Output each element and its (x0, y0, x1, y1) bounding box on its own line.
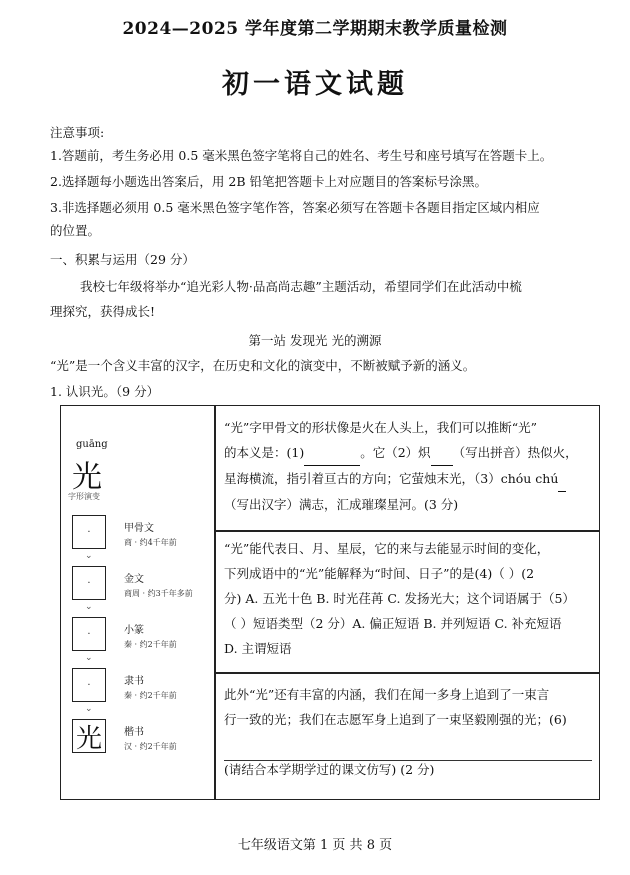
script-name: 甲骨文 (124, 523, 154, 534)
oracle-glyph-image: · (72, 515, 106, 549)
table-row-divider (214, 672, 600, 674)
script-date: 汉 · 约2千年前 (124, 742, 177, 751)
cell-line: D. 主谓短语 (224, 641, 292, 656)
answer-line[interactable] (224, 760, 592, 761)
answer-blank-2[interactable] (431, 440, 453, 466)
evolution-caption: 字形演变 (68, 492, 100, 501)
chevron-down-icon: ⌄ (85, 602, 93, 612)
cell-text: 的本义是：(1) (224, 445, 305, 460)
chevron-down-icon: ⌄ (85, 551, 93, 561)
script-date: 秦 · 约2千年前 (124, 691, 177, 700)
chevron-down-icon: ⌄ (85, 653, 93, 663)
question-cell-1 (224, 415, 594, 517)
seal-glyph-image: · (72, 617, 106, 651)
activity-intro: 我校七年级将举办“追光彩人物·品高尚志趣”主题活动，希望同学们在此活动中梳 (80, 279, 522, 294)
question-cell-3 (224, 682, 594, 782)
cell-line (224, 466, 594, 492)
notes-heading: 注意事项: (50, 125, 105, 140)
bronze-glyph-image: · (72, 566, 106, 600)
script-name: 楷书 (124, 727, 144, 738)
regular-glyph: 光 (72, 719, 106, 753)
note-item: 2.选择题每小题选出答案后，用 2B 铅笔把答题卡上对应题目的答案标号涂黑。 (50, 174, 488, 189)
chevron-down-icon: ⌄ (85, 704, 93, 714)
station-intro: “光”是一个含义丰富的汉字，在历史和文化的演变中，不断被赋予新的涵义。 (50, 358, 476, 373)
script-date: 商周 · 约3千年多前 (124, 589, 193, 598)
answer-blank-1[interactable] (304, 440, 360, 466)
page-footer: 七年级语文第 1 页 共 8 页 (237, 838, 393, 853)
table-column-divider (214, 405, 216, 800)
cell-line: “光”能代表日、月、星辰，它的来与去能显示时间的变化， (224, 541, 550, 556)
note-item: 1.答题前，考生务必用 0.5 毫米黑色签字笔将自己的姓名、考生号和座号填写在答题卡上。 (50, 148, 553, 163)
cell-text: 星海横流，指引着亘古的方向；它萤烛末光，（3）chóu chú (224, 471, 559, 486)
note-item-continued: 的位置。 (50, 223, 101, 238)
script-date: 商 · 约4千年前 (124, 538, 177, 547)
script-name: 隶书 (124, 676, 144, 687)
question-1: 1. 认识光。（9 分） (50, 384, 160, 399)
script-name: 小篆 (124, 625, 144, 636)
cell-text: （写出拼音）热似火， (452, 445, 578, 460)
cell-line: (请结合本学期学过的课文仿写) (2 分) (224, 762, 435, 777)
script-name: 金文 (124, 574, 144, 585)
table-row-divider (214, 530, 600, 532)
char-large: 光 (72, 460, 102, 495)
cell-line: 分) A. 五光十色 B. 时光荏苒 C. 发扬光大；这个词语属于（5） (224, 591, 575, 606)
script-date: 秦 · 约2千年前 (124, 640, 177, 649)
cell-line: （写出汉字）满志，汇成璀璨星河。(3 分) (224, 497, 459, 512)
activity-intro-continued: 理探究，获得成长! (50, 304, 156, 319)
note-item: 3.非选择题必须用 0.5 毫米黑色签字笔作答，答案必须写在答题卡各题目指定区域内相应 (50, 200, 540, 215)
char-pinyin: guāng (76, 439, 108, 450)
question-cell-2 (224, 536, 594, 661)
clerical-glyph-image: · (72, 668, 106, 702)
cell-line: 下列成语中的“光”能解释为“时间、日子”的是(4)（ ）(2 (224, 566, 535, 581)
cell-line (224, 440, 594, 466)
cell-line: 此外“光”还有丰富的内涵，我们在闻一多身上追到了一束言 (224, 687, 550, 702)
cell-line: （ ）短语类型（2 分）A. 偏正短语 B. 并列短语 C. 补充短语 (224, 616, 562, 631)
station-title: 第一站 发现光 光的溯源 (248, 333, 382, 348)
exam-title: 2024—2025 学年度第二学期期末教学质量检测 (122, 19, 508, 39)
answer-blank-3[interactable] (558, 466, 566, 492)
cell-text: 。它（2）炽 (360, 445, 431, 460)
exam-subtitle: 初一语文试题 (222, 69, 408, 100)
cell-line: “光”字甲骨文的形状像是火在人头上，我们可以推断“光” (224, 420, 538, 435)
cell-line: 行一致的光；我们在志愿军身上追到了一束坚毅刚强的光；(6) (224, 712, 567, 727)
section-heading: 一、积累与运用（29 分） (50, 252, 195, 267)
